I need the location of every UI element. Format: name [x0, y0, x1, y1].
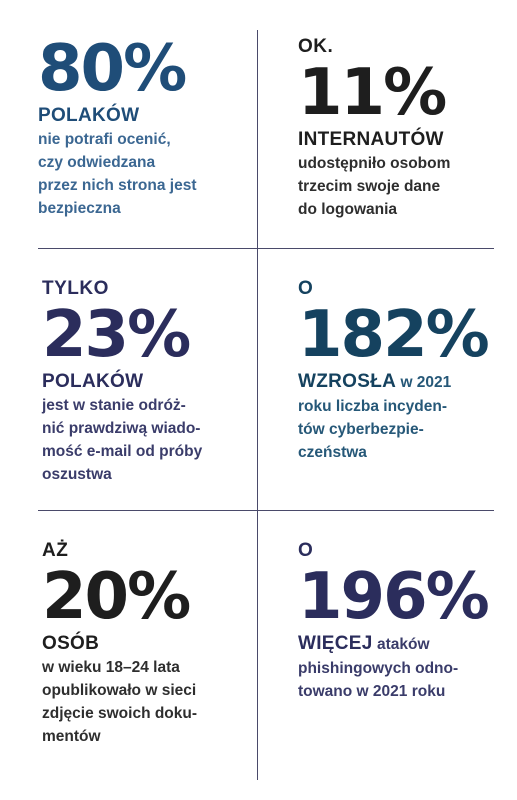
stat-value: 11%: [298, 56, 446, 130]
stat-headline: POLAKÓW: [42, 371, 144, 392]
stat-value: 80%: [38, 32, 186, 106]
stat-desc-line: mentów: [42, 728, 101, 745]
stat-desc-line: trzecim swoje dane: [298, 178, 441, 195]
stat-value: 196%: [298, 560, 488, 634]
stat-block-20: [42, 540, 247, 748]
stat-desc-line: mość e-mail od próby: [42, 443, 203, 460]
stat-desc-line: przez nich strona jest: [38, 177, 197, 194]
stat-prefix: TYLKO: [42, 278, 109, 299]
stat-desc-line: nie potrafi ocenić,: [38, 131, 171, 148]
stat-desc-line: nić prawdziwą wiado-: [42, 420, 201, 437]
stat-desc-line: w wieku 18–24 lata: [42, 659, 180, 676]
stat-headline: WZROSŁA: [298, 371, 397, 392]
stat-desc-line: do logowania: [298, 201, 398, 218]
stat-headline-suffix: ataków: [372, 636, 430, 653]
stat-desc-line: bezpieczna: [38, 200, 121, 217]
stat-headline: OSÓB: [42, 633, 100, 654]
stat-block-196: [298, 540, 503, 703]
stat-desc-line: czy odwiedzana: [38, 154, 156, 171]
stat-value: 20%: [42, 560, 190, 634]
stat-desc-line: tów cyberbezpie-: [298, 421, 424, 438]
stat-headline: WIĘCEJ: [298, 633, 373, 654]
stat-desc-line: jest w stanie odróż-: [42, 397, 186, 414]
stat-desc-line: phishingowych odno-: [298, 660, 459, 677]
stat-prefix: O: [298, 540, 314, 561]
stat-prefix: OK.: [298, 36, 334, 57]
stat-headline: POLAKÓW: [38, 105, 140, 126]
stat-desc-line: roku liczba incyden-: [298, 398, 448, 415]
stat-block-11: [298, 36, 498, 221]
stat-headline: INTERNAUTÓW: [298, 129, 444, 150]
stat-headline-suffix: w 2021: [396, 374, 452, 391]
stat-value: 182%: [298, 298, 488, 372]
vertical-divider: [257, 30, 258, 780]
stat-desc-line: zdjęcie swoich doku-: [42, 705, 198, 722]
stat-desc-line: czeństwa: [298, 444, 367, 461]
stat-headline-row: [298, 632, 503, 657]
stat-desc-line: towano w 2021 roku: [298, 683, 446, 700]
stat-block-80: [38, 32, 238, 220]
stat-desc-line: oszustwa: [42, 466, 112, 483]
horizontal-divider-bottom: [38, 510, 494, 511]
stat-headline-row: [298, 370, 503, 395]
horizontal-divider-top: [38, 248, 494, 249]
stat-prefix: O: [298, 278, 314, 299]
stat-block-182: [298, 278, 503, 464]
stat-desc-line: udostępniło osobom: [298, 155, 451, 172]
stat-value: 23%: [42, 298, 190, 372]
stat-prefix: AŻ: [42, 540, 69, 561]
stat-block-23: [42, 278, 247, 486]
stat-desc-line: opublikowało w sieci: [42, 682, 197, 699]
